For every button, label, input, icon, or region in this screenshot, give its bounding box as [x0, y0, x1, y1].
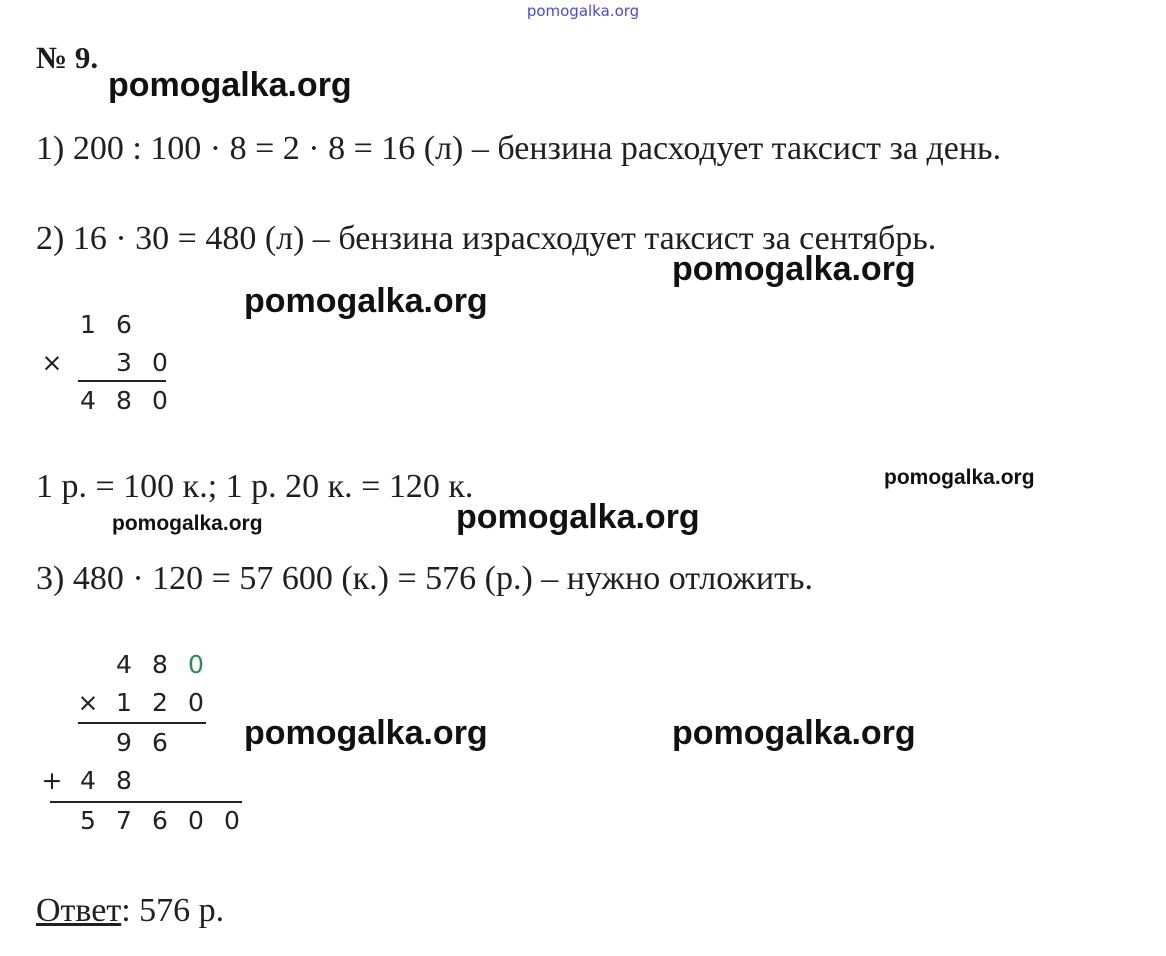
digit: 1 — [80, 310, 96, 339]
digit: 8 — [152, 650, 168, 679]
problem-number: № 9. — [36, 40, 99, 75]
digit: 4 — [80, 766, 96, 795]
answer-label: Ответ — [36, 892, 122, 929]
digit: 8 — [116, 766, 132, 795]
digit: 6 — [152, 728, 168, 757]
digit: 6 — [152, 806, 168, 835]
step-2: 2) 16 · 30 = 480 (л) – бензина израсходует таксист за сентябрь. — [36, 220, 937, 257]
watermark: pomogalka.org — [244, 282, 488, 320]
digit: 5 — [80, 806, 96, 835]
digit: 4 — [116, 650, 132, 679]
digit: 8 — [116, 386, 132, 415]
plus-sign: + — [41, 766, 63, 795]
product-line — [78, 722, 206, 724]
watermark: pomogalka.org — [244, 714, 488, 752]
result-line — [78, 380, 166, 382]
digit: 3 — [116, 348, 132, 377]
digit: 9 — [116, 728, 132, 757]
header-watermark: pomogalka.org — [526, 2, 640, 20]
answer-value: : 576 р. — [121, 892, 225, 929]
unit-conversion: 1 р. = 100 к.; 1 р. 20 к. = 120 к. — [36, 468, 474, 505]
digit: 0 — [188, 650, 204, 679]
digit: 0 — [188, 806, 204, 835]
digit: 1 — [116, 688, 132, 717]
step-1: 1) 200 : 100 · 8 = 2 · 8 = 16 (л) – бензина расходует таксист за день. — [36, 130, 1002, 167]
watermark: pomogalka.org — [672, 250, 916, 288]
multiply-sign: × — [77, 688, 99, 717]
digit: 0 — [152, 386, 168, 415]
digit: 6 — [116, 310, 132, 339]
digit: 0 — [224, 806, 240, 835]
step-3: 3) 480 · 120 = 57 600 (к.) = 576 (р.) – нужно отложить. — [36, 560, 813, 597]
watermark: pomogalka.org — [112, 512, 263, 535]
watermark: pomogalka.org — [884, 466, 1035, 489]
digit: 0 — [188, 688, 204, 717]
watermark: pomogalka.org — [108, 66, 352, 104]
digit: 2 — [152, 688, 168, 717]
multiply-sign: × — [41, 348, 63, 377]
sum-line — [50, 801, 242, 803]
answer — [36, 892, 224, 930]
digit: 0 — [152, 348, 168, 377]
watermark: pomogalka.org — [672, 714, 916, 752]
watermark: pomogalka.org — [456, 498, 700, 536]
digit: 4 — [80, 386, 96, 415]
digit: 7 — [116, 806, 132, 835]
